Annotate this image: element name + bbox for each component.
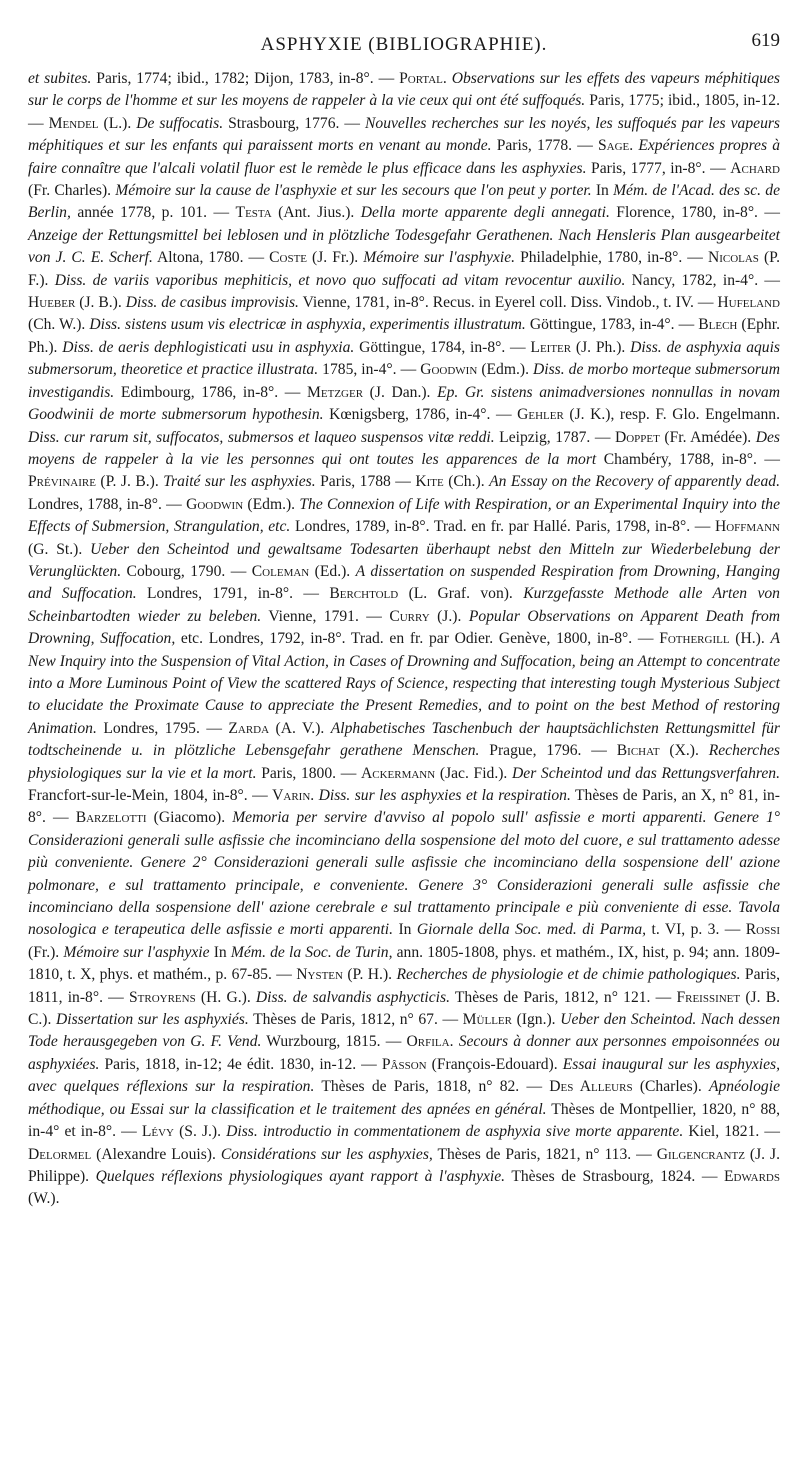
author-name: Metzger xyxy=(307,383,364,401)
work-title: Secours à donner aux personnes empoisonnées ou asphyxiées. xyxy=(28,1033,780,1073)
text-segment: (Ign.). xyxy=(511,1011,561,1029)
text-segment: In xyxy=(209,943,231,961)
work-title: An Essay on the Recovery of apparently dead. xyxy=(489,473,780,491)
author-name: Fothergill xyxy=(659,630,730,648)
work-title: Anzeige der Rettungsmittel bei leblosen und in plötzliche Todesgefahr Gerathenen. Nach Hensleris Plan ausgearbeitet von J. C. E. Scherf. xyxy=(28,226,780,267)
text-segment: 1785, in-4°. — xyxy=(318,361,421,379)
text-segment: (P. J. B.). xyxy=(95,473,164,491)
text-segment: Londres, 1791, in-8°. — xyxy=(136,585,330,603)
text-segment: Göttingue, 1783, in-4°. — xyxy=(525,316,699,334)
work-title: Traité sur les asphyxies. xyxy=(163,473,316,491)
text-segment: Paris, 1777, in-8°. — xyxy=(586,159,731,177)
page-number: 619 xyxy=(751,30,780,51)
text-segment: (François-Edouard). xyxy=(426,1055,563,1073)
text-segment: Vienne, 1781, in-8°. Recus. in Eyerel coll. Diss. Vindob., t. IV. — xyxy=(298,294,718,312)
text-segment: (P. H.). xyxy=(342,966,397,984)
work-title: Alphabetisches Taschenbuch der hauptsächlichsten Rettungsmittel für todtscheinende u. in plötzliche Lebensgefahr gerathene Menschen. xyxy=(28,719,780,760)
text-segment: (J.). xyxy=(429,607,469,625)
author-name: Coste xyxy=(269,249,308,267)
text-segment: (J. B.). xyxy=(75,294,126,312)
text-segment: Florence, 1780, in-8°. — xyxy=(609,204,780,222)
author-name: Orfila. xyxy=(406,1033,454,1051)
work-title: Expériences propres à faire connaître que l'alcali volatil fluor est le remède le plus efficace dans les asphyxies. xyxy=(28,137,781,177)
work-title: Diss. sur les asphyxies et la respiration. xyxy=(314,787,571,804)
text-segment: (W.). xyxy=(28,1190,60,1208)
text-segment: (Alexandre Louis). xyxy=(91,1145,221,1163)
author-name: Müller xyxy=(462,1011,512,1029)
text-segment: etc. Londres, 1792, in-8°. Trad. en fr. par Odier. Genève, 1800, in-8°. — xyxy=(175,630,660,648)
text-segment: Paris, 1774; ibid., 1782; Dijon, 1783, in-8°. — xyxy=(91,70,400,87)
text-segment: In xyxy=(393,921,417,939)
running-title: ASPHYXIE (BIBLIOGRAPHIE). xyxy=(260,34,548,55)
author-name: Nysten xyxy=(296,966,343,984)
work-title: Diss. sistens usum vis electricæ in asphyxia, experimentis illustratum. xyxy=(89,316,526,334)
author-name: Blech xyxy=(698,316,738,334)
work-title: Quelques réflexions physiologiques ayant rapport à l'asphyxie. xyxy=(95,1167,506,1185)
text-segment: année 1778, p. 101. — xyxy=(70,204,236,222)
text-segment: (J. B. C.). xyxy=(28,988,780,1029)
text-segment: Thèses de Paris, 1818, n° 82. — xyxy=(314,1078,550,1096)
work-title: Apnéologie méthodique, ou Essai sur la classification et le traitement des apnées en général. xyxy=(28,1078,780,1118)
text-segment: (Ch.). xyxy=(443,473,490,491)
text-segment: (J. J. Philippe). xyxy=(28,1145,780,1185)
text-segment: ann. 1805-1808, phys. et mathém., IX, hist, p. 94; ann. 1809-1810, t. X, phys. et mathém., p. 67-85. — xyxy=(28,943,780,984)
text-segment: (Giacomo). xyxy=(146,809,233,827)
work-title: Dissertation sur les asphyxiés. xyxy=(56,1011,249,1029)
text-segment: (G. St.). xyxy=(28,540,91,558)
author-name: Zarda xyxy=(228,719,270,737)
author-name: Stroyrens xyxy=(128,988,196,1006)
text-segment: Londres, 1789, in-8°. Trad. en fr. par Hallé. Paris, 1798, in-8°. — xyxy=(290,518,715,536)
text-segment: (Edm.). xyxy=(243,495,300,513)
text-segment: Kiel, 1821. — xyxy=(683,1123,780,1141)
author-name: Lévy xyxy=(141,1123,174,1141)
work-title: Mém. de la Soc. de Turin, xyxy=(230,943,393,961)
work-title: Mémoire sur l'asphyxie. xyxy=(363,249,516,267)
text-segment: Göttingue, 1784, in-8°. — xyxy=(354,338,531,356)
text-segment: Paris, 1775; ibid., 1805, in-12. — xyxy=(28,92,780,132)
author-name: Delormel xyxy=(28,1145,92,1163)
author-name: Freissinet xyxy=(676,988,741,1006)
author-name: Varin. xyxy=(272,787,315,804)
work-title: Diss. de variis vaporibus mephiticis, et novo quo suffocati ad vitam revocentur auxilio. xyxy=(54,271,626,289)
work-title: A dissertation on suspended Respiration from Drowning, Hanging and Suffocation. xyxy=(28,562,781,603)
text-segment: Altona, 1780. — xyxy=(152,249,270,267)
text-segment: (S. J.). xyxy=(174,1123,227,1141)
author-name: Nicolas xyxy=(707,249,759,267)
work-title: Diss. cur rarum sit, suffocatos, submersos et laqueo suspensos vitæ reddi. xyxy=(28,428,495,446)
work-title: Mémoire sur la cause de l'asphyxie et sur les secours que l'on peut y porter. xyxy=(115,182,592,200)
work-title: The Connexion of Life with Respiration, or an Experimental Inquiry into the Effects of Submersion, Strangulation, etc. xyxy=(28,495,780,536)
text-segment: Wurzbourg, 1815. — xyxy=(261,1033,407,1051)
work-title: Diss. de salvandis asphycticis. xyxy=(255,988,450,1006)
text-segment: Paris, 1811, in-8°. — xyxy=(28,966,781,1006)
text-segment: (A. V.). xyxy=(269,719,331,737)
text-segment: et subites. xyxy=(28,70,92,87)
text-segment: (X.). xyxy=(659,742,709,760)
work-title: Considérations sur les asphyxies, xyxy=(220,1145,433,1163)
text-segment: Thèses de Paris, 1812, n° 67. — xyxy=(248,1011,463,1029)
text-segment: Edimbourg, 1786, in-8°. — xyxy=(114,383,308,401)
work-title: Recherches physiologiques sur la vie et la mort. xyxy=(28,742,780,782)
text-segment: Thèses de Montpellier, 1820, n° 88, in-4° et in-8°. — xyxy=(28,1100,780,1141)
text-segment: (J. Dan.). xyxy=(363,383,438,401)
work-title: Giornale della Soc. med. di Parma, xyxy=(416,921,647,939)
text-segment: Thèses de Paris, an X, n° 81, in-8°. — xyxy=(28,787,780,827)
work-title: Della morte apparente degli annegati. xyxy=(360,204,610,222)
work-title: Diss. de casibus improvisis. xyxy=(125,294,299,312)
text-segment: Kœnigsberg, 1786, in-4°. — xyxy=(323,406,518,424)
author-name: Edwards xyxy=(724,1167,780,1185)
work-title: Ueber den Scheintod. Nach dessen Tode herausgegeben von G. F. Vend. xyxy=(28,1011,780,1051)
work-title: Mém. de l'Acad. des sc. de Berlin, xyxy=(28,182,781,222)
text-segment: (Ch. W.). xyxy=(28,316,90,334)
text-segment: Londres, 1788, in-8°. — xyxy=(28,495,187,513)
text-segment: (J. Fr.). xyxy=(307,249,364,267)
text-segment: Chambéry, 1788, in-8°. — xyxy=(596,450,781,468)
work-title: De suffocatis. xyxy=(136,114,224,132)
work-title: Ep. Gr. sistens animadversiones nonnullas in novam Goodwinii de morte submersorum hypothesin. xyxy=(28,383,780,424)
author-name: Barzelotti xyxy=(75,809,147,827)
page-header xyxy=(28,28,780,68)
text-segment: Cobourg, 1790. — xyxy=(121,562,252,580)
author-name: Hoffmann xyxy=(714,518,781,536)
author-name: Goodwin xyxy=(420,361,478,379)
work-title: Des moyens de rappeler à la vie les personnes qui ont toutes les apparences de la mort xyxy=(28,428,780,468)
text-segment: (H. G.). xyxy=(195,988,256,1006)
author-name: Hufeland xyxy=(717,294,780,312)
text-segment: (J. Ph.). xyxy=(571,338,631,356)
text-segment: Prague, 1796. — xyxy=(479,742,617,760)
work-title: Recherches de physiologie et de chimie pathologiques. xyxy=(396,966,741,984)
work-title: Diss. de asphyxia aquis submersorum, theoretice et practice illustrata. xyxy=(28,338,780,379)
author-name: Hueber xyxy=(28,294,76,312)
author-name: Gehler xyxy=(517,406,564,424)
author-name: Gilgencrantz xyxy=(656,1145,745,1163)
text-segment: Vienne, 1791. — xyxy=(261,607,390,625)
author-name: Prévinaire xyxy=(28,473,96,491)
text-segment: (P. F.). xyxy=(28,249,780,289)
text-segment: (Fr. Amédée). xyxy=(659,428,756,446)
text-segment: Philadelphie, 1780, in-8°. — xyxy=(515,249,708,267)
text-segment: (Jac. Fid.). xyxy=(435,764,513,782)
text-segment: Londres, 1795. — xyxy=(96,719,229,737)
author-name: Goodwin xyxy=(186,495,244,513)
author-name: Bichat xyxy=(616,742,660,760)
work-title: Popular Observations on Apparent Death from Drowning, Suffocation, xyxy=(28,607,781,648)
text-segment: In xyxy=(591,182,614,200)
text-segment: t. VI, p. 3. — xyxy=(646,921,746,939)
text-segment: Thèses de Strasbourg, 1824. — xyxy=(505,1167,724,1185)
author-name: Testa xyxy=(235,204,272,222)
bibliography-paragraph xyxy=(28,68,780,1211)
work-title: Ueber den Scheintod und gewaltsame Todesarten überhaupt nebst den Mitteln zur Wiederbelebung der Verunglückten. xyxy=(28,540,780,580)
author-name: Rossi xyxy=(745,921,781,939)
work-title: Memoria per servire d'avviso al popolo sull' asfissie e morti apparenti. Genere 1° Considerazioni generali sulle asfissie che incominciano della sospensione del moto del cuore, e sul trattamento adesse più conveniente. Genere 2° Considerazioni generali sulle asfissie che incominciano della sospensione dell' azione polmonare, e sul trattamento principale, e conveniente. Genere 3° Considerazioni generali sulle asfissie che incominciano della sospensione dell' azione cerebrale e sul trattamento principale e più conveniente di esse. Tavola nosologica e terapeutica delle asfissie e morti apparenti. xyxy=(28,809,780,939)
author-name: Mendel xyxy=(48,114,99,132)
author-name: Coleman xyxy=(251,562,310,580)
text-segment: Paris, 1788 — xyxy=(315,473,416,491)
author-name: Leiter xyxy=(530,338,572,356)
text-segment: (Ant. Jius.). xyxy=(271,204,361,222)
work-title: Diss. de aeris dephlogisticati usu in asphyxia. xyxy=(62,338,355,356)
text-segment: Paris, 1778. — xyxy=(491,137,598,155)
author-name: Des Alleurs xyxy=(549,1078,633,1096)
text-segment: (Ephr. Ph.). xyxy=(28,316,780,356)
text-segment: Thèses de Paris, 1821, n° 113. — xyxy=(432,1145,657,1163)
author-name: Sage. xyxy=(597,137,634,155)
text-segment: Leipzig, 1787. — xyxy=(494,428,615,446)
author-name: Portal. xyxy=(399,70,447,87)
text-segment: Paris, 1800. — xyxy=(256,764,361,782)
text-segment: (Ed.). xyxy=(309,562,356,580)
work-title: Nouvelles recherches sur les noyés, les suffoqués par les vapeurs méphitiques et sur les enfants qui paraissent morts en venant au monde. xyxy=(28,114,780,155)
author-name: Berchtold xyxy=(329,585,399,603)
author-name: Achard xyxy=(730,159,781,177)
text-segment: Thèses de Paris, 1812, n° 121. — xyxy=(449,988,677,1006)
text-segment: (H.). xyxy=(729,630,771,648)
text-segment: (Charles). xyxy=(632,1078,709,1096)
text-segment: Strasbourg, 1776. — xyxy=(223,114,365,132)
author-name: Ackermann xyxy=(360,764,436,782)
author-name: Doppet xyxy=(614,428,660,446)
text-segment: Nancy, 1782, in-4°. — xyxy=(625,271,780,289)
work-title: Observations sur les effets des vapeurs méphitiques sur le corps de l'homme et sur les moyens de rappeler à la vie ceux qui ont été suffoqués. xyxy=(28,70,780,110)
text-segment: (L. Graf. von). xyxy=(398,585,524,603)
text-segment: (Fr.). xyxy=(28,943,64,961)
author-name: Kite xyxy=(415,473,444,491)
text-segment: (J. K.), resp. F. Glo. Engelmann. xyxy=(563,406,780,424)
text-segment: (L.). xyxy=(98,114,137,132)
work-title: Kurzgefasste Methode alle Arten von Scheinbartodten wieder zu beleben. xyxy=(28,585,780,625)
work-title: Essai inaugural sur les asphyxies, avec quelques réflexions sur la respiration. xyxy=(28,1055,781,1096)
text-segment: (Fr. Charles). xyxy=(28,182,116,200)
text-segment: Paris, 1818, in-12; 4e édit. 1830, in-12. — xyxy=(99,1055,382,1073)
work-title: Mémoire sur l'asphyxie xyxy=(63,943,210,961)
work-title: Diss. introductio in commentationem de asphyxia sive morte apparente. xyxy=(226,1123,684,1141)
page xyxy=(28,28,780,1211)
text-segment: Francfort-sur-le-Mein, 1804, in-8°. — xyxy=(28,787,273,804)
author-name: Curry xyxy=(389,607,430,625)
work-title: A New Inquiry into the Suspension of Vital Action, in Cases of Drowning and Suffocation, being an Attempt to concentrate into a More Luminous Point of View the scattered Rays of Science, respecting that interesting tough Mysterious Subject to elucidate the Proximate Cause to appreciate the Present Remedies, and to point on the best Method of restoring Animation. xyxy=(28,630,780,737)
text-segment: (Edm.). xyxy=(477,361,533,379)
author-name: Pâsson xyxy=(381,1055,427,1073)
work-title: Diss. de morbo morteque submersorum investigandis. xyxy=(28,361,780,401)
work-title: Der Scheintod und das Rettungsverfahren. xyxy=(512,764,780,782)
